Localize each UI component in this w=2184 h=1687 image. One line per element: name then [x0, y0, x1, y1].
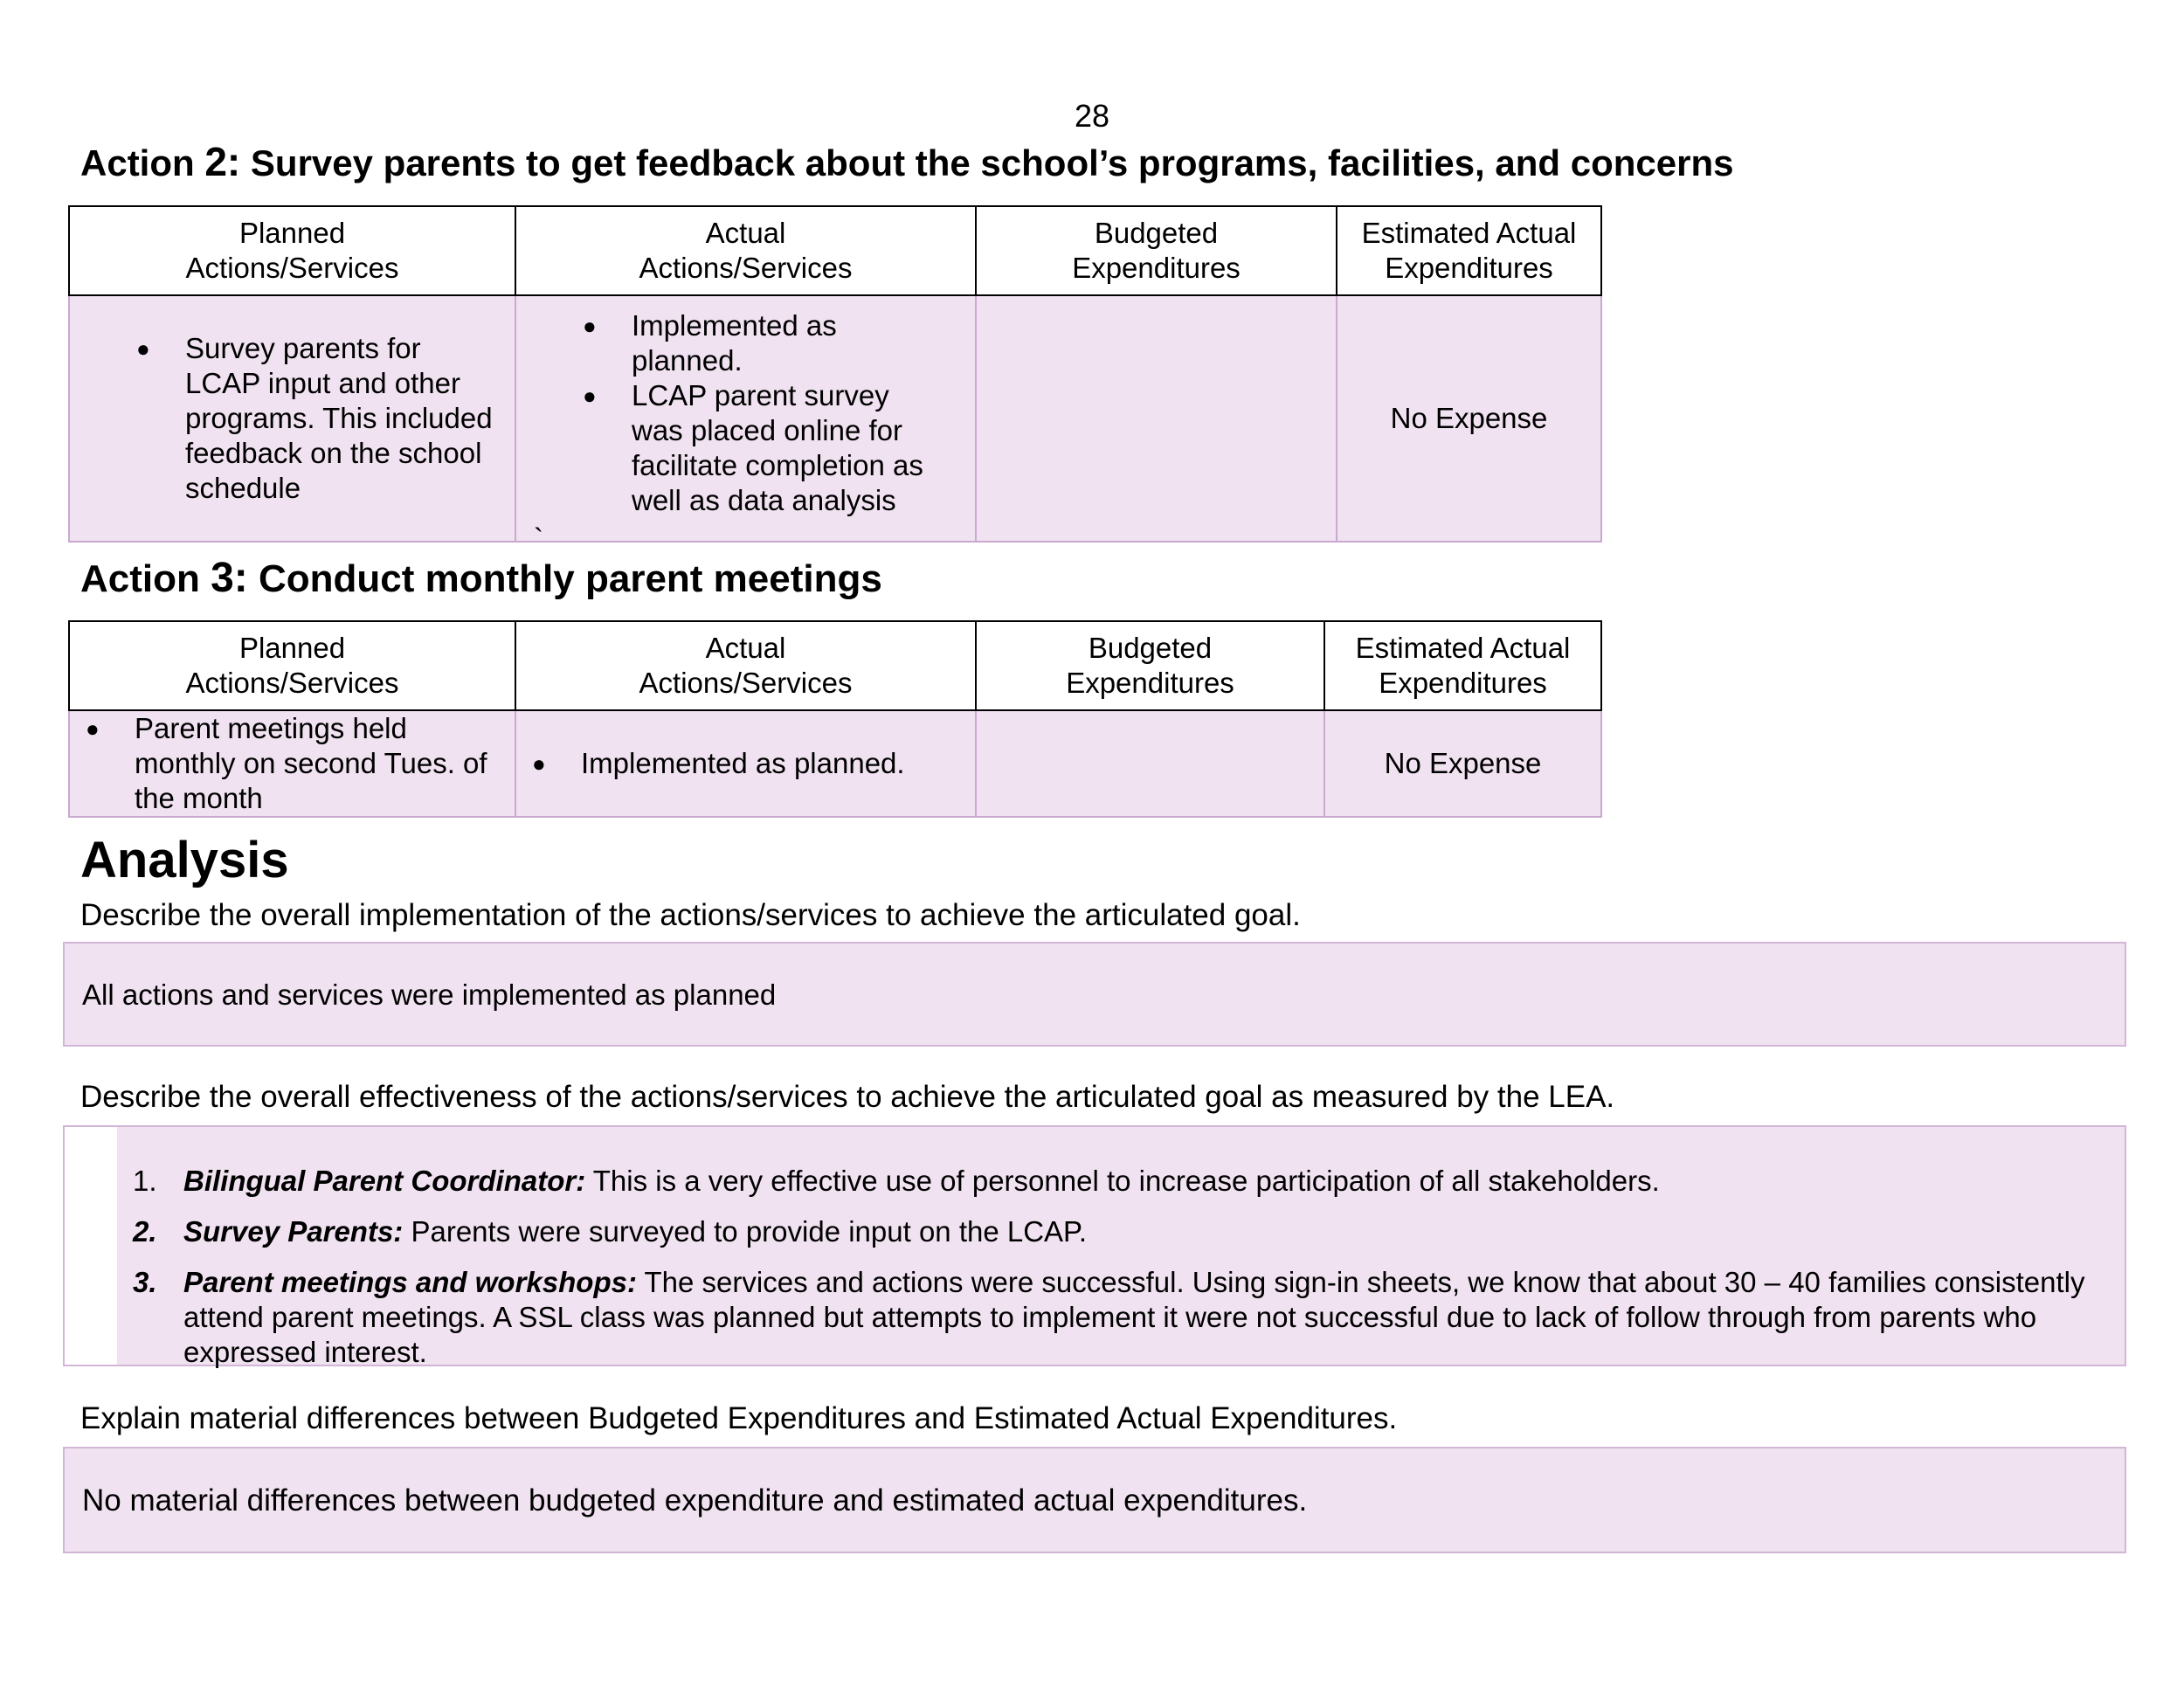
differences-prompt: Explain material differences between Budgeted Expenditures and Estimated Actual Expenditures.: [80, 1401, 1398, 1435]
header-estimated-line1: Estimated Actual: [1361, 217, 1577, 249]
action-3-table: [68, 620, 1602, 818]
header-estimated: [1324, 621, 1601, 710]
box-margin-strip: [65, 1127, 117, 1365]
action-2-heading-number: 2:: [204, 139, 241, 184]
planned-cell: [69, 710, 515, 817]
budgeted-cell: [976, 295, 1337, 542]
item-lead: Bilingual Parent Coordinator:: [183, 1165, 586, 1197]
table-row: [69, 710, 1601, 817]
implementation-answer: All actions and services were implemented as planned: [82, 978, 777, 1011]
header-planned-line2: Actions/Services: [185, 252, 399, 284]
header-planned-line1: Planned: [238, 217, 346, 249]
item-number: 1.: [133, 1165, 157, 1197]
item-text: This is a very effective use of personnel to increase participation of all stakeholders.: [585, 1165, 1660, 1197]
list-item: ● Survey parents for LCAP input and other programs. This included feedback on the school schedule: [185, 331, 497, 506]
header-actual: [515, 206, 976, 295]
actual-list: [581, 746, 975, 781]
header-budgeted-line1: Budgeted: [1094, 217, 1219, 249]
estimated-cell: No Expense: [1337, 295, 1601, 542]
header-budgeted-line2: Expenditures: [1072, 252, 1241, 284]
header-planned-line1: Planned: [238, 632, 346, 664]
implementation-prompt: Describe the overall implementation of the actions/services to achieve the articulated goal.: [80, 898, 1301, 932]
header-budgeted-line2: Expenditures: [1066, 667, 1234, 699]
item-text: Parents were surveyed to provide input on the LCAP.: [403, 1215, 1087, 1248]
header-budgeted: [976, 621, 1324, 710]
implementation-answer-box: [63, 942, 2126, 1047]
effectiveness-prompt: Describe the overall effectiveness of the actions/services to achieve the articulated goal as measured by the LEA.: [80, 1080, 1615, 1114]
list-item: [133, 1164, 2107, 1199]
action-2-heading-text: Survey parents to get feedback about the school’s programs, facilities, and concerns: [240, 142, 1734, 183]
header-budgeted-line1: Budgeted: [1088, 632, 1213, 664]
planned-list: [185, 331, 497, 506]
header-planned: [69, 621, 515, 710]
header-actual-line2: Actions/Services: [639, 667, 853, 699]
list-item: [133, 1214, 2107, 1249]
stray-mark: `: [534, 522, 543, 555]
header-estimated-line2: Expenditures: [1385, 252, 1553, 284]
item-lead: Survey Parents:: [183, 1215, 404, 1248]
item-number: 3.: [133, 1266, 157, 1298]
table-header-row: [69, 621, 1601, 710]
page-number: 28: [1074, 98, 1110, 134]
header-actual-line2: Actions/Services: [639, 252, 853, 284]
actual-cell: [515, 295, 976, 555]
differences-answer-box: [63, 1447, 2126, 1553]
item-text: The services and actions were successful. Using sign-in sheets, we know that about 30 – 40 families consistently attend parent meetings. A SSL class was planned but attempts to implement it were not successful due to lack of follow through from parents who expressed interest.: [183, 1266, 2085, 1368]
header-estimated: [1337, 206, 1601, 295]
action-3-heading-number: 3:: [211, 555, 248, 601]
analysis-heading: Analysis: [80, 832, 289, 888]
table-header-row: [69, 206, 1601, 295]
item-lead: Parent meetings and workshops:: [183, 1266, 637, 1298]
effectiveness-list: [133, 1164, 2107, 1386]
action-2-heading: [80, 138, 1733, 185]
header-actual-line1: Actual: [705, 217, 786, 249]
header-actual-line1: Actual: [705, 632, 786, 664]
differences-answer: No material differences between budgeted expenditure and estimated actual expenditures.: [82, 1483, 1308, 1518]
item-number: 2.: [133, 1215, 157, 1248]
effectiveness-answer-box: [63, 1125, 2126, 1366]
list-item: ● Implemented as planned.: [581, 746, 975, 781]
list-item: ● Parent meetings held monthly on second Tues. of the month: [135, 711, 506, 816]
header-budgeted: [976, 206, 1337, 295]
action-2-heading-prefix: Action: [80, 142, 205, 183]
action-3-heading-text: Conduct monthly parent meetings: [247, 557, 882, 600]
estimated-cell: No Expense: [1324, 710, 1601, 817]
action-3-heading-prefix: Action: [80, 557, 211, 600]
planned-cell: [69, 295, 515, 542]
header-planned: [69, 206, 515, 295]
header-actual: [515, 621, 976, 710]
budgeted-cell: [976, 710, 1324, 817]
header-estimated-line1: Estimated Actual: [1355, 632, 1571, 664]
header-estimated-line2: Expenditures: [1379, 667, 1547, 699]
planned-list: [135, 711, 506, 816]
table-row: [69, 295, 1601, 542]
action-2-table: [68, 205, 1602, 555]
actual-cell: [515, 710, 976, 817]
action-3-heading: [80, 554, 882, 602]
list-item: [133, 1265, 2107, 1370]
actual-list: [632, 308, 940, 518]
list-item: ● Implemented as planned.: [632, 308, 940, 378]
header-planned-line2: Actions/Services: [185, 667, 399, 699]
list-item: ● LCAP parent survey was placed online for facilitate completion as well as data analysis: [632, 378, 940, 518]
